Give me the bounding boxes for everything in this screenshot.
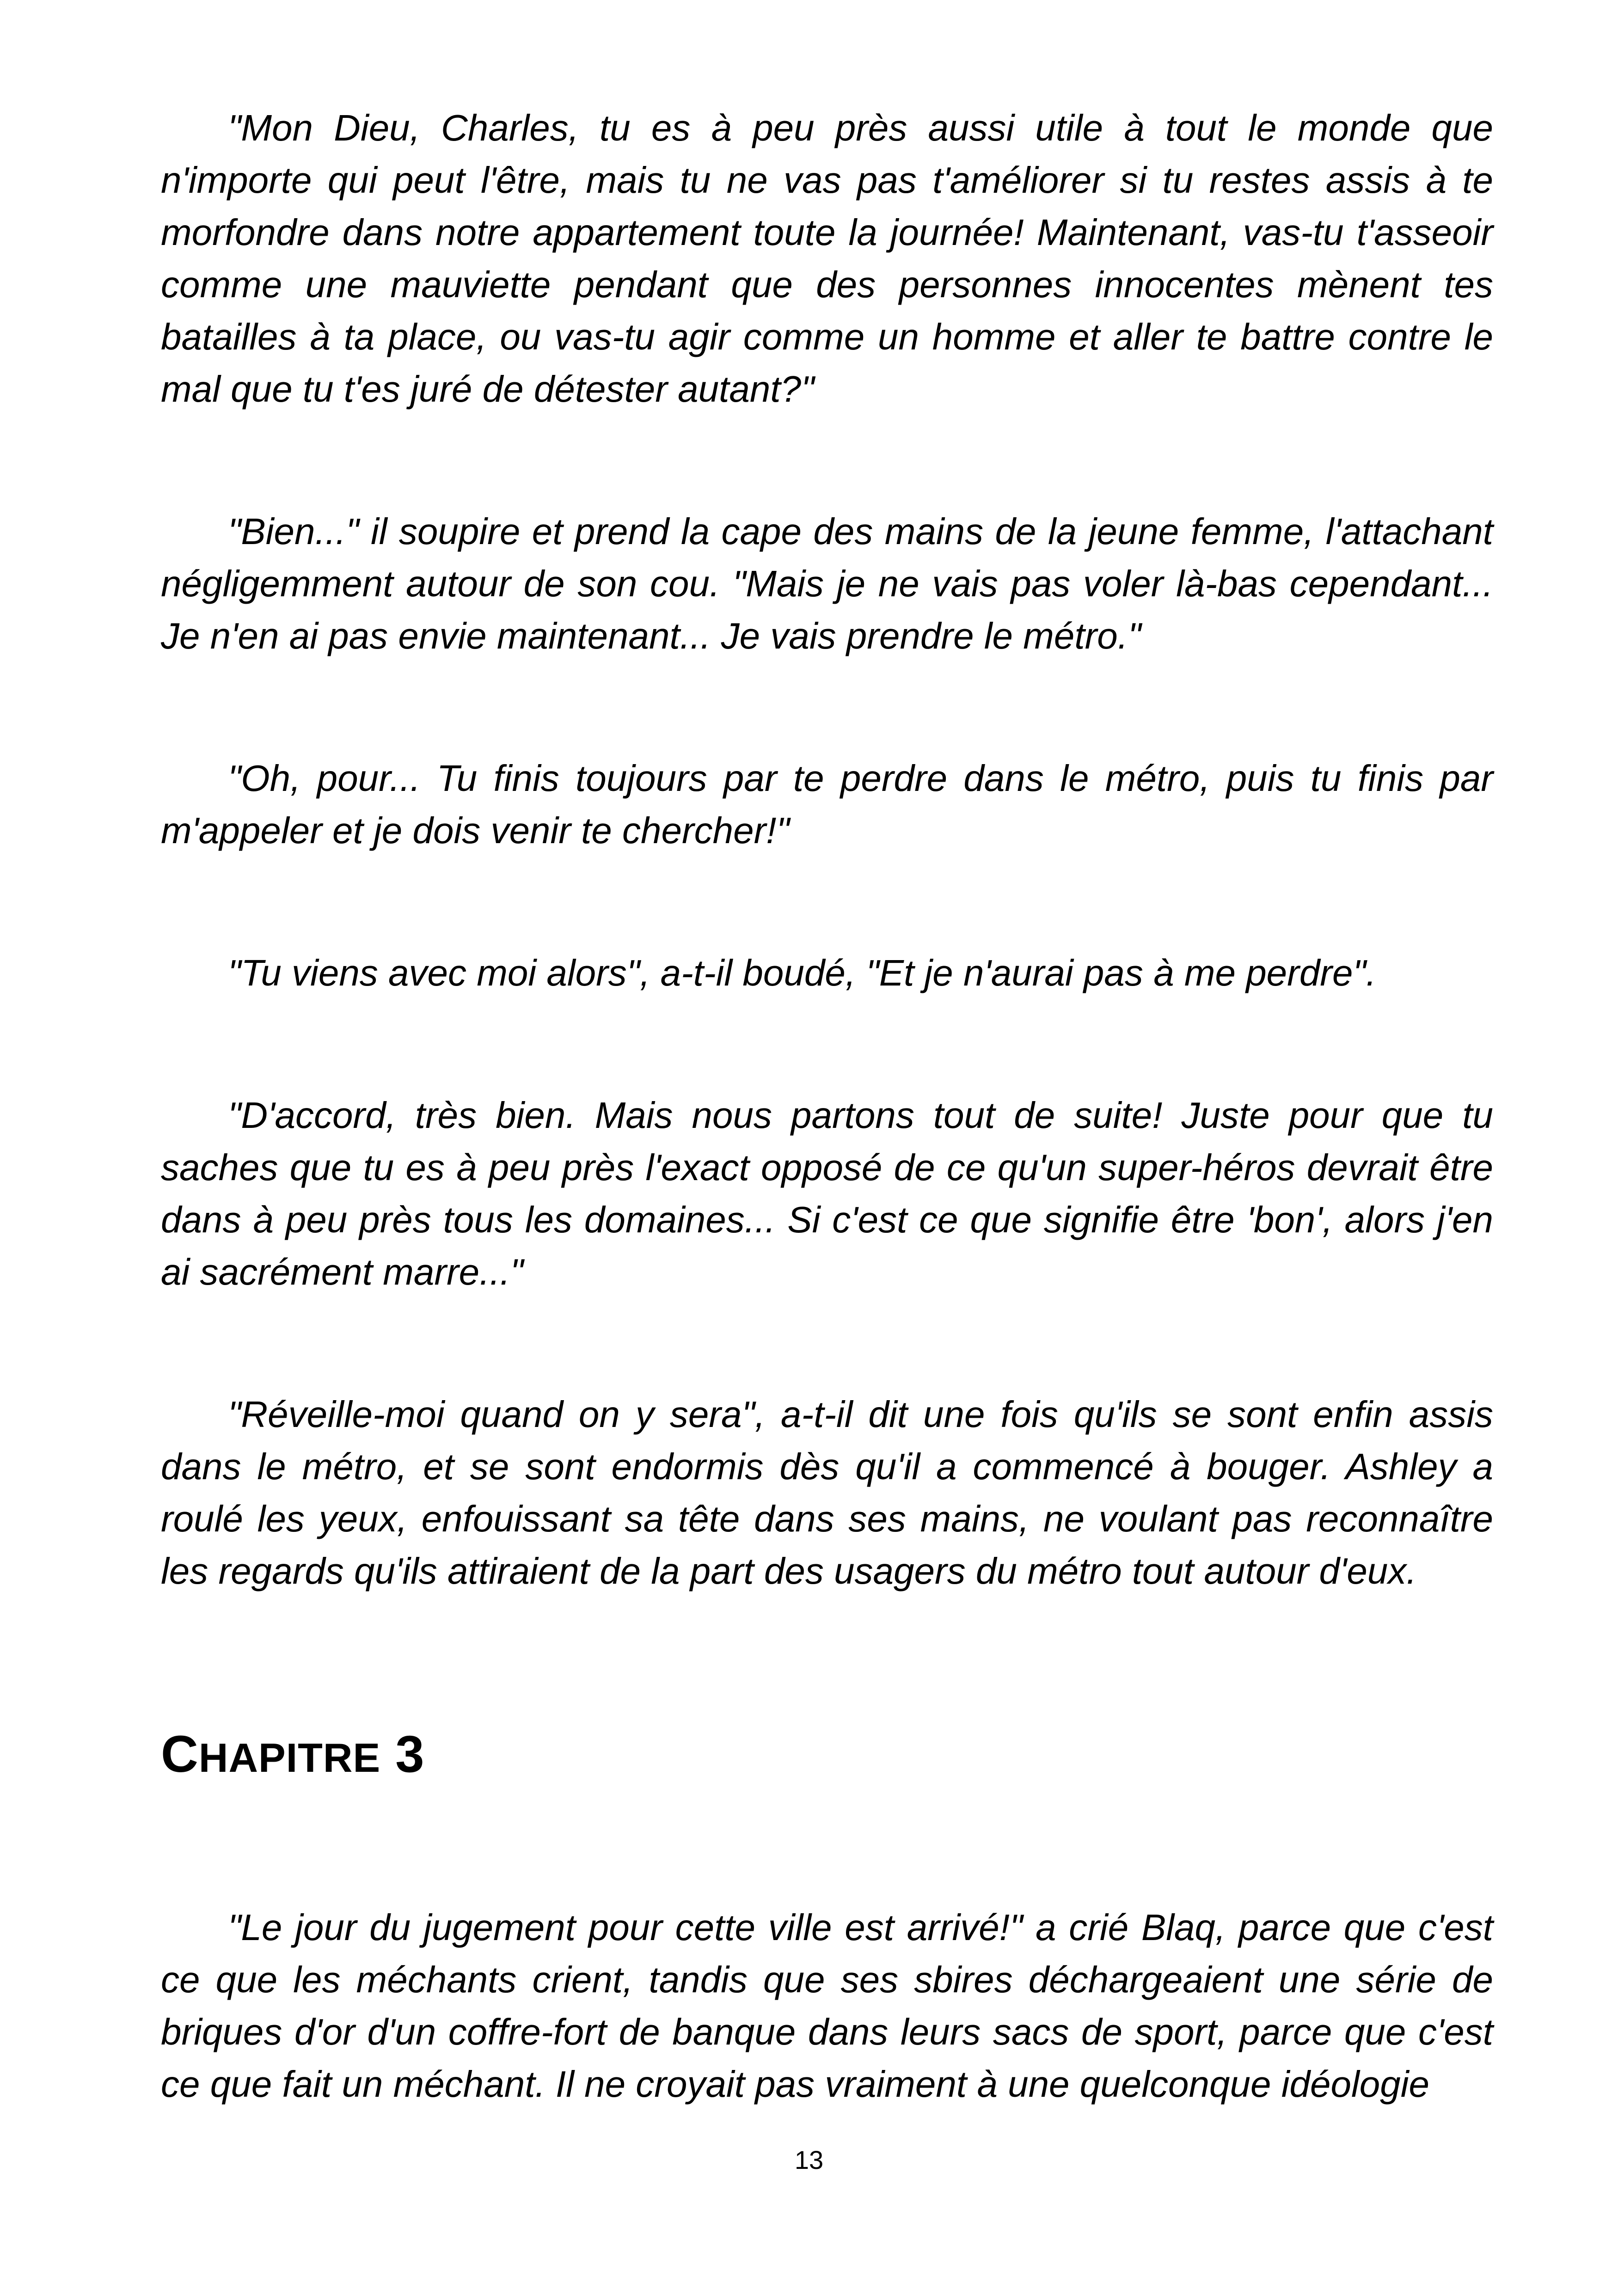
page-number: 13 <box>794 2145 824 2174</box>
paragraph-4: "Tu viens avec moi alors", a-t-il boudé, "Et je n'aurai pas à me perdre". <box>228 952 1377 993</box>
chapter-number: 3 <box>395 1725 425 1783</box>
chapter-word: HAPITRE <box>198 1735 381 1781</box>
paragraph-1: "Mon Dieu, Charles, tu es à peu près aussi utile à tout le monde que n'importe qui peut l'être, mais tu ne vas pas t'améliorer si tu restes assis à te morfondre dans notre appartement toute la journée! Maintenant, vas-tu t'asseoir comme une mauviette pendant que des personnes innocentes mènent tes batailles à ta place, ou vas-tu agir comme un homme et aller te battre contre le mal que tu t'es juré de détester autant?" <box>161 107 1493 410</box>
chapter-initial: C <box>161 1725 199 1783</box>
paragraph-5: "D'accord, très bien. Mais nous partons tout de suite! Juste pour que tu saches que tu es à peu près l'exact opposé de ce qu'un super-héros devrait être dans à peu près tous les domaines... Si c'est ce que signifie être 'bon', alors j'en ai sacrément marre..." <box>161 1095 1493 1292</box>
paragraph-6: "Réveille-moi quand on y sera", a-t-il dit une fois qu'ils se sont enfin assis dans le métro, et se sont endormis dès qu'il a commencé à bouger. Ashley a roulé les yeux, enfouissant sa tête dans ses mains, ne voulant pas reconnaître les regards qu'ils attiraient de la part des usagers du métro tout autour d'eux. <box>161 1394 1493 1592</box>
chapter-paragraph-1: "Le jour du jugement pour cette ville est arrivé!" a crié Blaq, parce que c'est ce que les méchants crient, tandis que ses sbires déchargeaient une série de briques d'or d'un coffre-fort de banque dans leurs sacs de sport, parce que c'est ce que fait un méchant. Il ne croyait pas vraiment à une quelconque idéologie <box>161 1907 1493 2105</box>
chapter-heading <box>161 1724 1493 1788</box>
paragraph-2: "Bien..." il soupire et prend la cape des mains de la jeune femme, l'attachant négligemment autour de son cou. "Mais je ne vais pas voler là-bas cependant... Je n'en ai pas envie maintenant... Je vais prendre le métro." <box>161 511 1493 656</box>
document-page <box>161 102 1493 2110</box>
paragraph-3: "Oh, pour... Tu finis toujours par te perdre dans le métro, puis tu finis par m'appeler et je dois venir te chercher!" <box>161 758 1493 851</box>
